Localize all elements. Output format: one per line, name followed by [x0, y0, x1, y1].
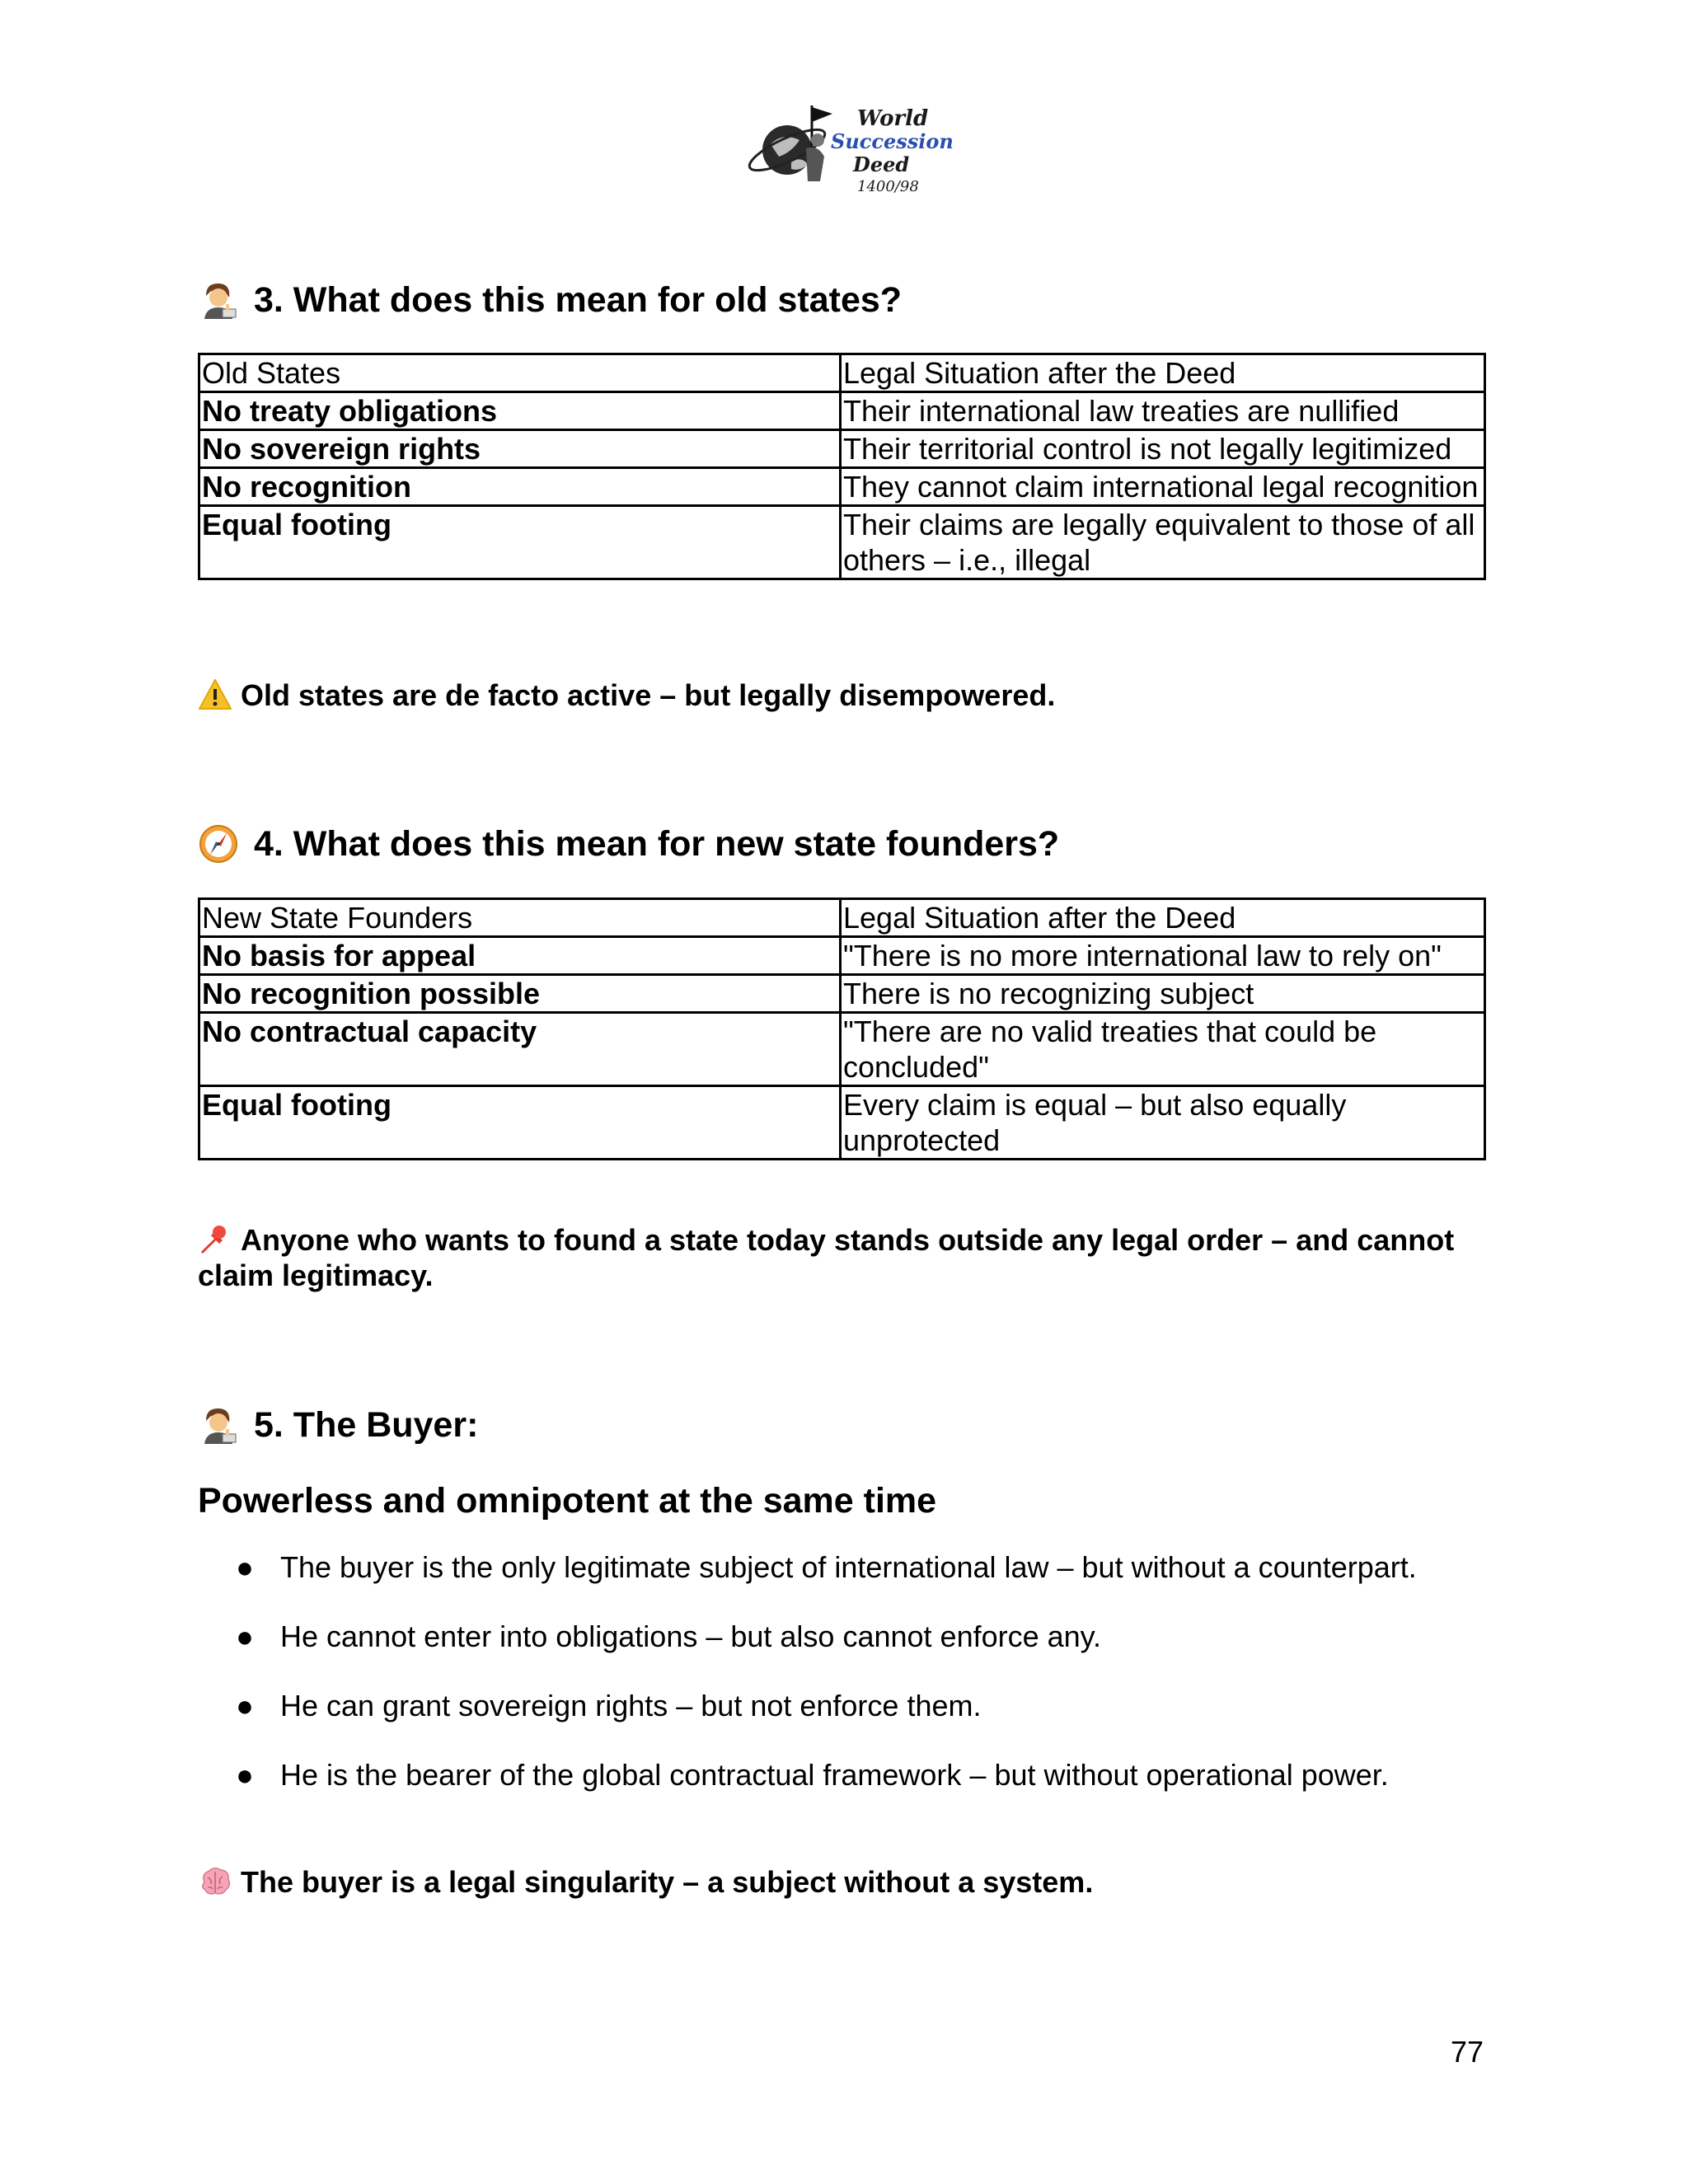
list-item: ● He can grant sovereign rights – but not enforce them.: [236, 1689, 982, 1722]
page-number: 77: [1450, 2035, 1484, 2069]
table-cell: There is no recognizing subject: [841, 975, 1485, 1013]
section-5-subtitle: Powerless and omnipotent at the same time: [198, 1481, 937, 1521]
table-header-row: [199, 899, 1485, 937]
table-header-cell: Old States: [199, 354, 841, 392]
world-succession-deed-logo: [742, 99, 954, 198]
table-row: [199, 430, 1485, 468]
section-3-title: 3. What does this mean for old states?: [254, 280, 903, 320]
table-cell: No sovereign rights: [199, 430, 841, 468]
table-cell: "There are no valid treaties that could be concluded": [841, 1013, 1485, 1086]
table-cell: No contractual capacity: [199, 1013, 841, 1086]
list-item: ● He cannot enter into obligations – but also cannot enforce any.: [236, 1619, 1101, 1653]
table-row: [199, 975, 1485, 1013]
buyer-bullet-list: [231, 1549, 1417, 1826]
table-row: [199, 937, 1485, 975]
table-header-cell: Legal Situation after the Deed: [841, 899, 1485, 937]
logo-line1: World: [857, 106, 929, 131]
table-row: [199, 1086, 1485, 1160]
section-5-note-text: The buyer is a legal singularity – a subject without a system.: [241, 1865, 1094, 1899]
table-cell: Their international law treaties are nullified: [841, 392, 1485, 430]
logo-line2: Succession: [831, 129, 954, 153]
section-5-heading: [198, 1404, 478, 1446]
warning-icon: [198, 677, 232, 712]
list-item: ● He is the bearer of the global contractual framework – but without operational power.: [236, 1758, 1389, 1792]
table-row: [199, 468, 1485, 506]
person-at-desk-icon: [198, 1404, 239, 1446]
section-4-title: 4. What does this mean for new state founders?: [254, 824, 1060, 864]
table-header-cell: New State Founders: [199, 899, 841, 937]
section-3-heading: [198, 279, 902, 321]
new-state-founders-table: [198, 898, 1486, 1160]
section-5-title: 5. The Buyer:: [254, 1405, 479, 1445]
section-4-heading: [198, 823, 1059, 865]
table-row: [199, 1013, 1485, 1086]
table-header-cell: Legal Situation after the Deed: [841, 354, 1485, 392]
old-states-table: [198, 353, 1486, 580]
table-cell: Every claim is equal – but also equally unprotected: [841, 1086, 1485, 1160]
logo-line3: Deed: [853, 152, 910, 176]
table-cell: No treaty obligations: [199, 392, 841, 430]
list-item-text: He can grant sovereign rights – but not enforce them.: [280, 1689, 982, 1722]
pushpin-icon: [198, 1222, 232, 1257]
list-item-text: He cannot enter into obligations – but also cannot enforce any.: [280, 1619, 1101, 1653]
section-4-note-text: Anyone who wants to found a state today stands outside any legal order – and cannot claim legitimacy.: [198, 1223, 1455, 1292]
table-cell: Their territorial control is not legally legitimized: [841, 430, 1485, 468]
table-cell: "There is no more international law to rely on": [841, 937, 1485, 975]
list-item: ● The buyer is the only legitimate subject of international law – but without a counterpart.: [236, 1550, 1417, 1584]
table-cell: No recognition: [199, 468, 841, 506]
section-3-note: [198, 677, 1500, 713]
section-5-note: [198, 1864, 1500, 1900]
list-item-text: The buyer is the only legitimate subject of international law – but without a counterpart.: [280, 1550, 1417, 1584]
list-item-text: He is the bearer of the global contractual framework – but without operational power.: [280, 1758, 1389, 1792]
table-cell: No basis for appeal: [199, 937, 841, 975]
table-row: [199, 392, 1485, 430]
section-4-note: [198, 1222, 1500, 1293]
brain-icon: [198, 1864, 232, 1899]
section-3-note-text: Old states are de facto active – but legally disempowered.: [241, 678, 1056, 712]
table-cell: They cannot claim international legal recognition: [841, 468, 1485, 506]
table-cell: Equal footing: [199, 506, 841, 579]
compass-icon: [198, 823, 239, 865]
table-cell: Equal footing: [199, 1086, 841, 1160]
table-header-row: [199, 354, 1485, 392]
person-at-desk-icon: [198, 279, 239, 321]
table-row: [199, 506, 1485, 579]
table-cell: No recognition possible: [199, 975, 841, 1013]
logo-line4: 1400/98: [857, 178, 919, 195]
table-cell: Their claims are legally equivalent to those of all others – i.e., illegal: [841, 506, 1485, 579]
